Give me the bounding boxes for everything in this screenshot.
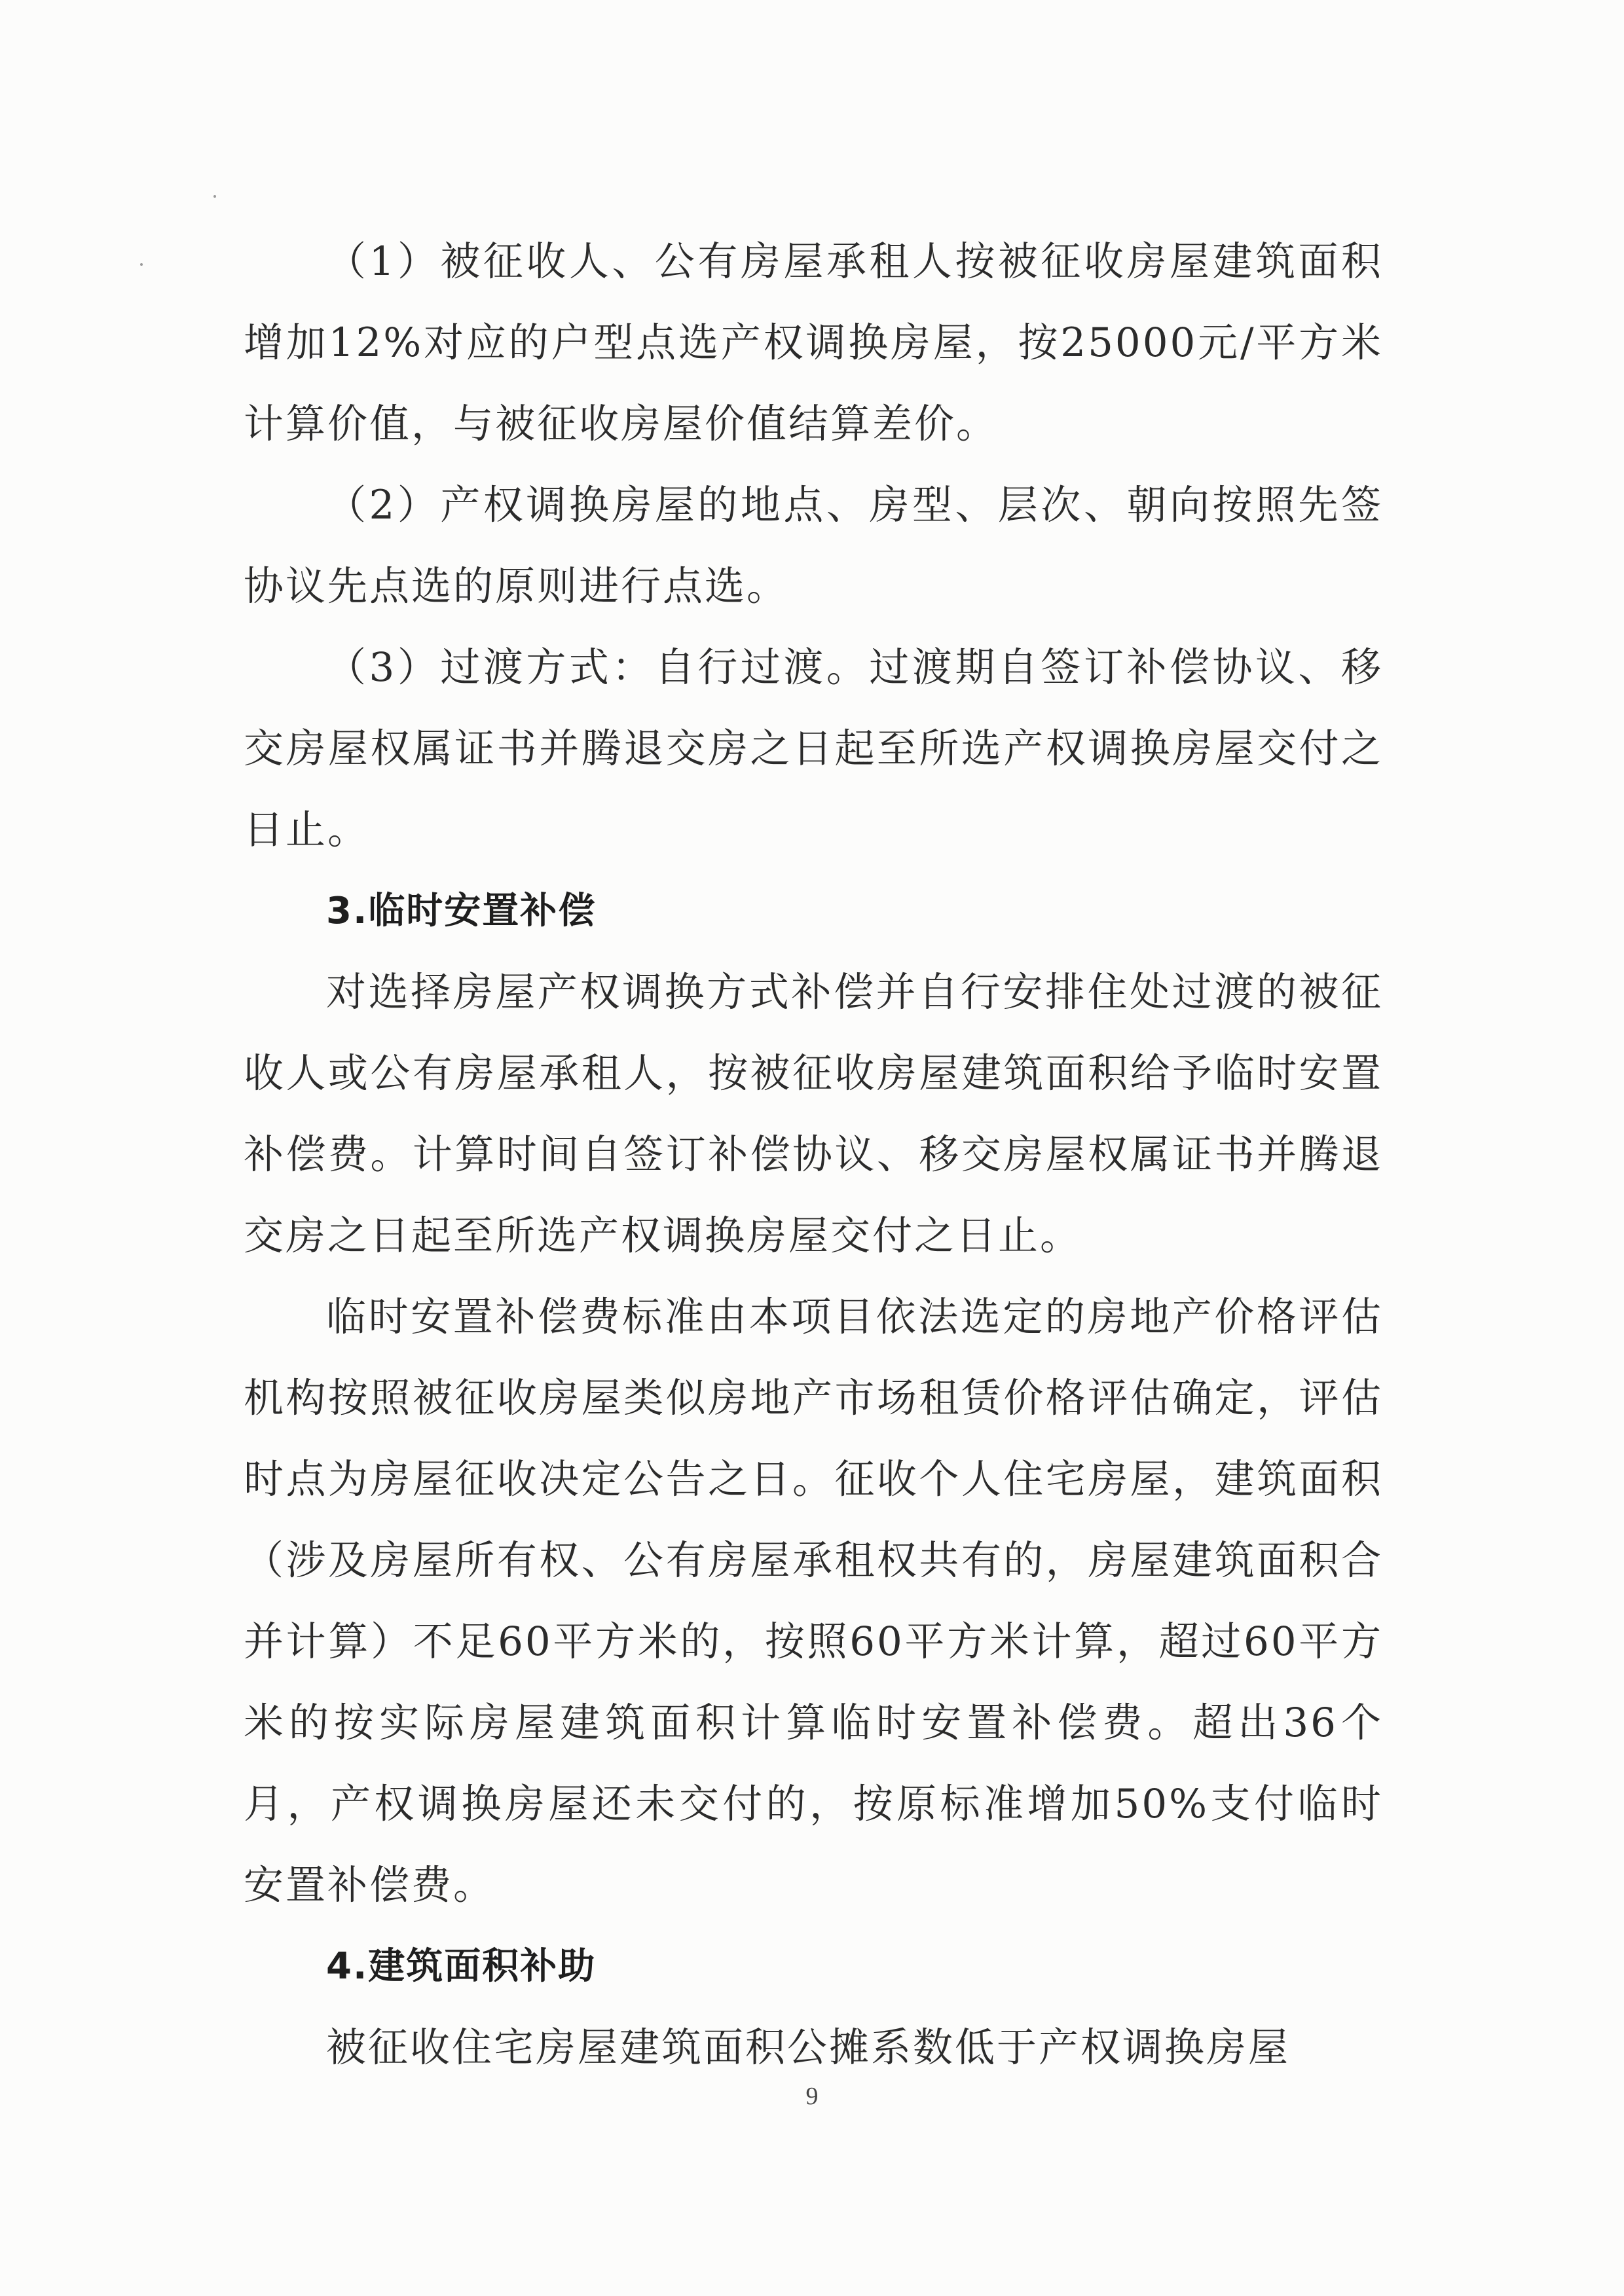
page-number: 9: [805, 2083, 819, 2110]
paragraph-item-2: （2）产权调换房屋的地点、房型、层次、朝向按照先签协议先点选的原则进行点选。: [244, 482, 1383, 610]
section-heading-floor-area-subsidy: 4.建筑面积补助: [326, 1945, 597, 1988]
paragraph-temporary-resettlement-standard: 临时安置补偿费标准由本项目依法选定的房地产价格评估机构按照被征收房屋类似房地产市场租赁价格评估确定，评估时点为房屋征收决定公告之日。征收个人住宅房屋，建筑面积（涉及房屋所有权、公有房屋承租权共有的，房屋建筑面积合并计算）不足60平方米的，按照60平方米计算，超过60平方米的按实际房屋建筑面积计算临时安置补偿费。超出36个月，产权调换房屋还未交付的，按原标准增加50%支付临时安置补偿费。: [244, 1294, 1383, 1908]
paragraph-floor-area-subsidy: 被征收住宅房屋建筑面积公摊系数低于产权调换房屋: [326, 2024, 1291, 2071]
paragraph-item-3: （3）过渡方式：自行过渡。过渡期自签订补偿协议、移交房屋权属证书并腾退交房之日起至所选产权调换房屋交付之日止。: [244, 644, 1383, 853]
document-body: [244, 221, 1383, 2088]
section-heading-temporary-resettlement: 3.临时安置补偿: [326, 890, 597, 932]
paragraph-item-1: （1）被征收人、公有房屋承租人按被征收房屋建筑面积增加12%对应的户型点选产权调换房屋，按25000元/平方米计算价值，与被征收房屋价值结算差价。: [244, 238, 1383, 447]
scan-speck: [213, 195, 216, 198]
paragraph-temporary-resettlement-scope: 对选择房屋产权调换方式补偿并自行安排住处过渡的被征收人或公有房屋承租人，按被征收房屋建筑面积给予临时安置补偿费。计算时间自签订补偿协议、移交房屋权属证书并腾退交房之日起至所选产权调换房屋交付之日止。: [244, 969, 1383, 1259]
scan-speck: [140, 263, 143, 266]
